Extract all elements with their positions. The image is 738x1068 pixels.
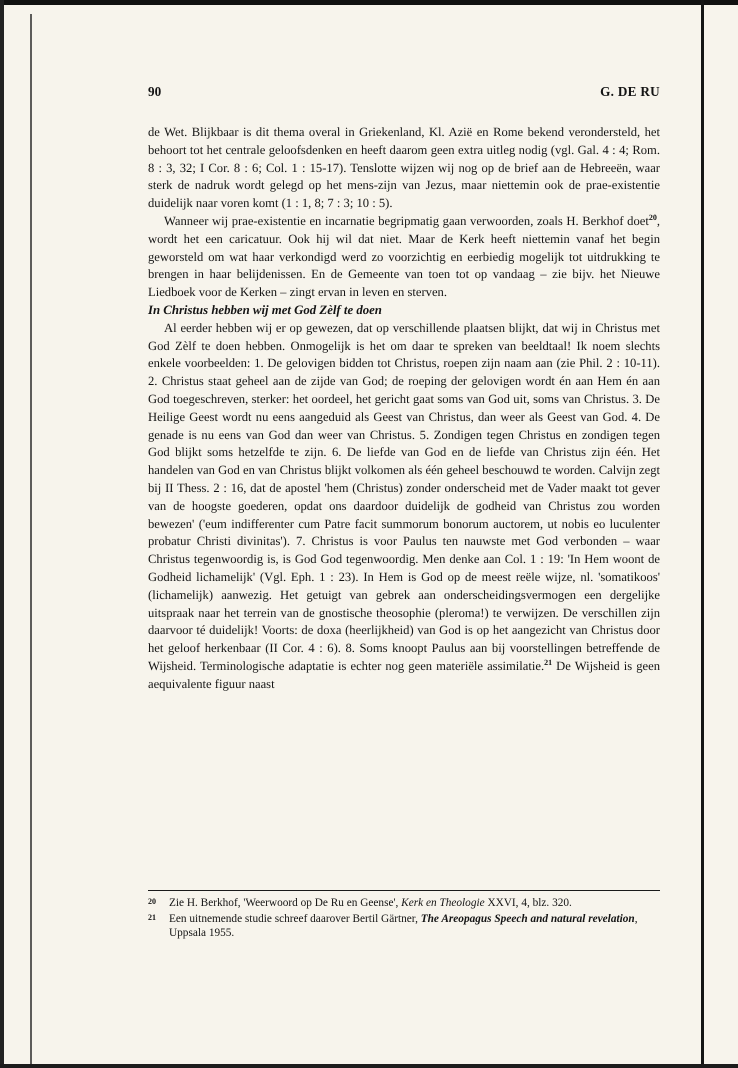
paragraph-text: De Wijsheid is geen aequivalente figuur naast (148, 658, 660, 691)
page-header (148, 84, 660, 106)
footnote-text: XXVI, 4, blz. 320. (484, 897, 572, 909)
paragraph-prae-existentie (148, 213, 660, 302)
paragraph-god-zelf (148, 320, 660, 694)
footnote-text: , Uppsala 1955. (169, 913, 638, 939)
footnote-number: 21 (148, 913, 156, 922)
footnote (148, 912, 660, 940)
footnote-text: Zie H. Berkhof, 'Weerwoord op De Ru en Geense', (169, 897, 402, 909)
scan-edge-top (0, 0, 738, 5)
footnote-title: The Areopagus Speech and natural revelation (420, 913, 635, 925)
footnotes (148, 890, 660, 942)
page-number: 90 (148, 84, 162, 99)
footnote-number: 20 (148, 897, 156, 906)
scan-edge-right (701, 0, 704, 1068)
running-head: G. DE RU (600, 84, 660, 99)
footnote-title: Kerk en Theologie (401, 897, 485, 909)
footnote-ref: 21 (544, 657, 553, 667)
paragraph-continuation: de Wet. Blijkbaar is dit thema overal in Griekenland, Kl. Azië en Rome bekend verondersteld, het behoort tot het centrale geloofsdenken en heeft daarom geen extra uitleg nodig (vgl. Gal. 4 : 4; Rom. 8 : 3, 32; I Cor. 8 : 6; Col. 1 : 15-17). Tenslotte wijzen wij nog op de brief aan de Hebreeën, waar sterk de nadruk wordt gelegd op het mens-zijn van Jezus, maar niettemin ook de prae-existentie duidelijk naar voren komt (1 : 1, 8; 7 : 3; 10 : 5). (148, 125, 660, 211)
section-heading: In Christus hebben wij met God Zèlf te doen (148, 302, 382, 317)
paragraph-text: Wanneer wij prae-existentie en incarnatie begripmatig gaan verwoorden, zoals H. Berkhof doet (164, 213, 649, 228)
footnote-ref: 20 (648, 212, 657, 222)
footnote (148, 896, 660, 910)
paragraph-text: Al eerder hebben wij er op gewezen, dat op verschillende plaatsen blijkt, dat wij in Christus met God Zèlf te doen hebben. Onmogelijk is het om daar te spreken van beeldtaal! Ik noem slechts enkele voorbeelden: 1. De gelovigen bidden tot Christus, roepen zijn naam aan (zie Phil. 2 : 10-11). 2. Christus staat geheel aan de zijde van God; de roeping der gelovigen wordt én aan Hem én aan God toegeschreven, sterker: het oordeel, het gericht gaat soms van God uit, soms van Christus. 3. De Heilige Geest wordt nu eens aangeduid als Geest van Christus, dan weer als Geest van God. 4. De genade is nu eens van God dan weer van Christus. 5. Zondigen tegen Christus en zondigen tegen God blijkt soms hetzelfde te zijn. 6. De liefde van God en de liefde van Christus zijn één. Het handelen van God en van Christus blijkt volkomen als één geheel beschouwd te worden. Calvijn zegt bij II Thess. 2 : 16, dat de apostel 'hem (Christus) zonder onderscheid met de Vader maakt tot gever van de hoogste goederen, opdat ons daardoor duidelijk de godheid van Christus zou worden bewezen' ('eum indifferenter cum Patre facit summorum bonorum auctorem, ut nobis eo luculenter probatur Christi divinitas'). 7. Christus is voor Paulus ten nauwste met God verbonden – waar Christus tegenwoordig is, is God God tegenwoordig. Men denke aan Col. 1 : 19: 'In Hem woont de Godheid lichamelijk' (Vgl. Eph. 1 : 23). In Hem is God op de meest reële wijze, nl. 'somatikoos' (lichamelijk) aanwezig. Het getuigt van gebrek aan onderscheidingsvermogen een dergelijke uitspraak naar het terrein van de gnostische theosophie (pleroma!) te verwijzen. De verschillen zijn daarvoor té duidelijk! Voorts: de doxa (heerlijkheid) van God is op het aangezicht van Christus door het geloof herkenbaar (II Cor. 4 : 6). 8. Soms knoopt Paulus aan bij voorstellingen betreffende de Wijsheid. Terminologische adaptatie is echter nog geen materiële assimilatie. (148, 320, 660, 673)
scan-edge-bottom (0, 1064, 738, 1068)
paragraph-text: , wordt het een caricatuur. Ook hij wil dat niet. Maar de Kerk heeft niettemin vanaf het begin geworsteld om wat haar verkondigd werd zo voorzichtig en eerbiedig mogelijk tot uitdrukking te brengen in haar belijdenissen. En de Gemeente van toen tot op vandaag – zie bijv. het Nieuwe Liedboek voor de Kerken – zingt ervan in leven en sterven. (148, 213, 660, 300)
scan-margin-line (30, 14, 32, 1064)
scan-edge-left (0, 0, 4, 1068)
body-text (148, 124, 660, 694)
footnote-text: Een uitnemende studie schreef daarover Bertil Gärtner, (169, 913, 421, 925)
